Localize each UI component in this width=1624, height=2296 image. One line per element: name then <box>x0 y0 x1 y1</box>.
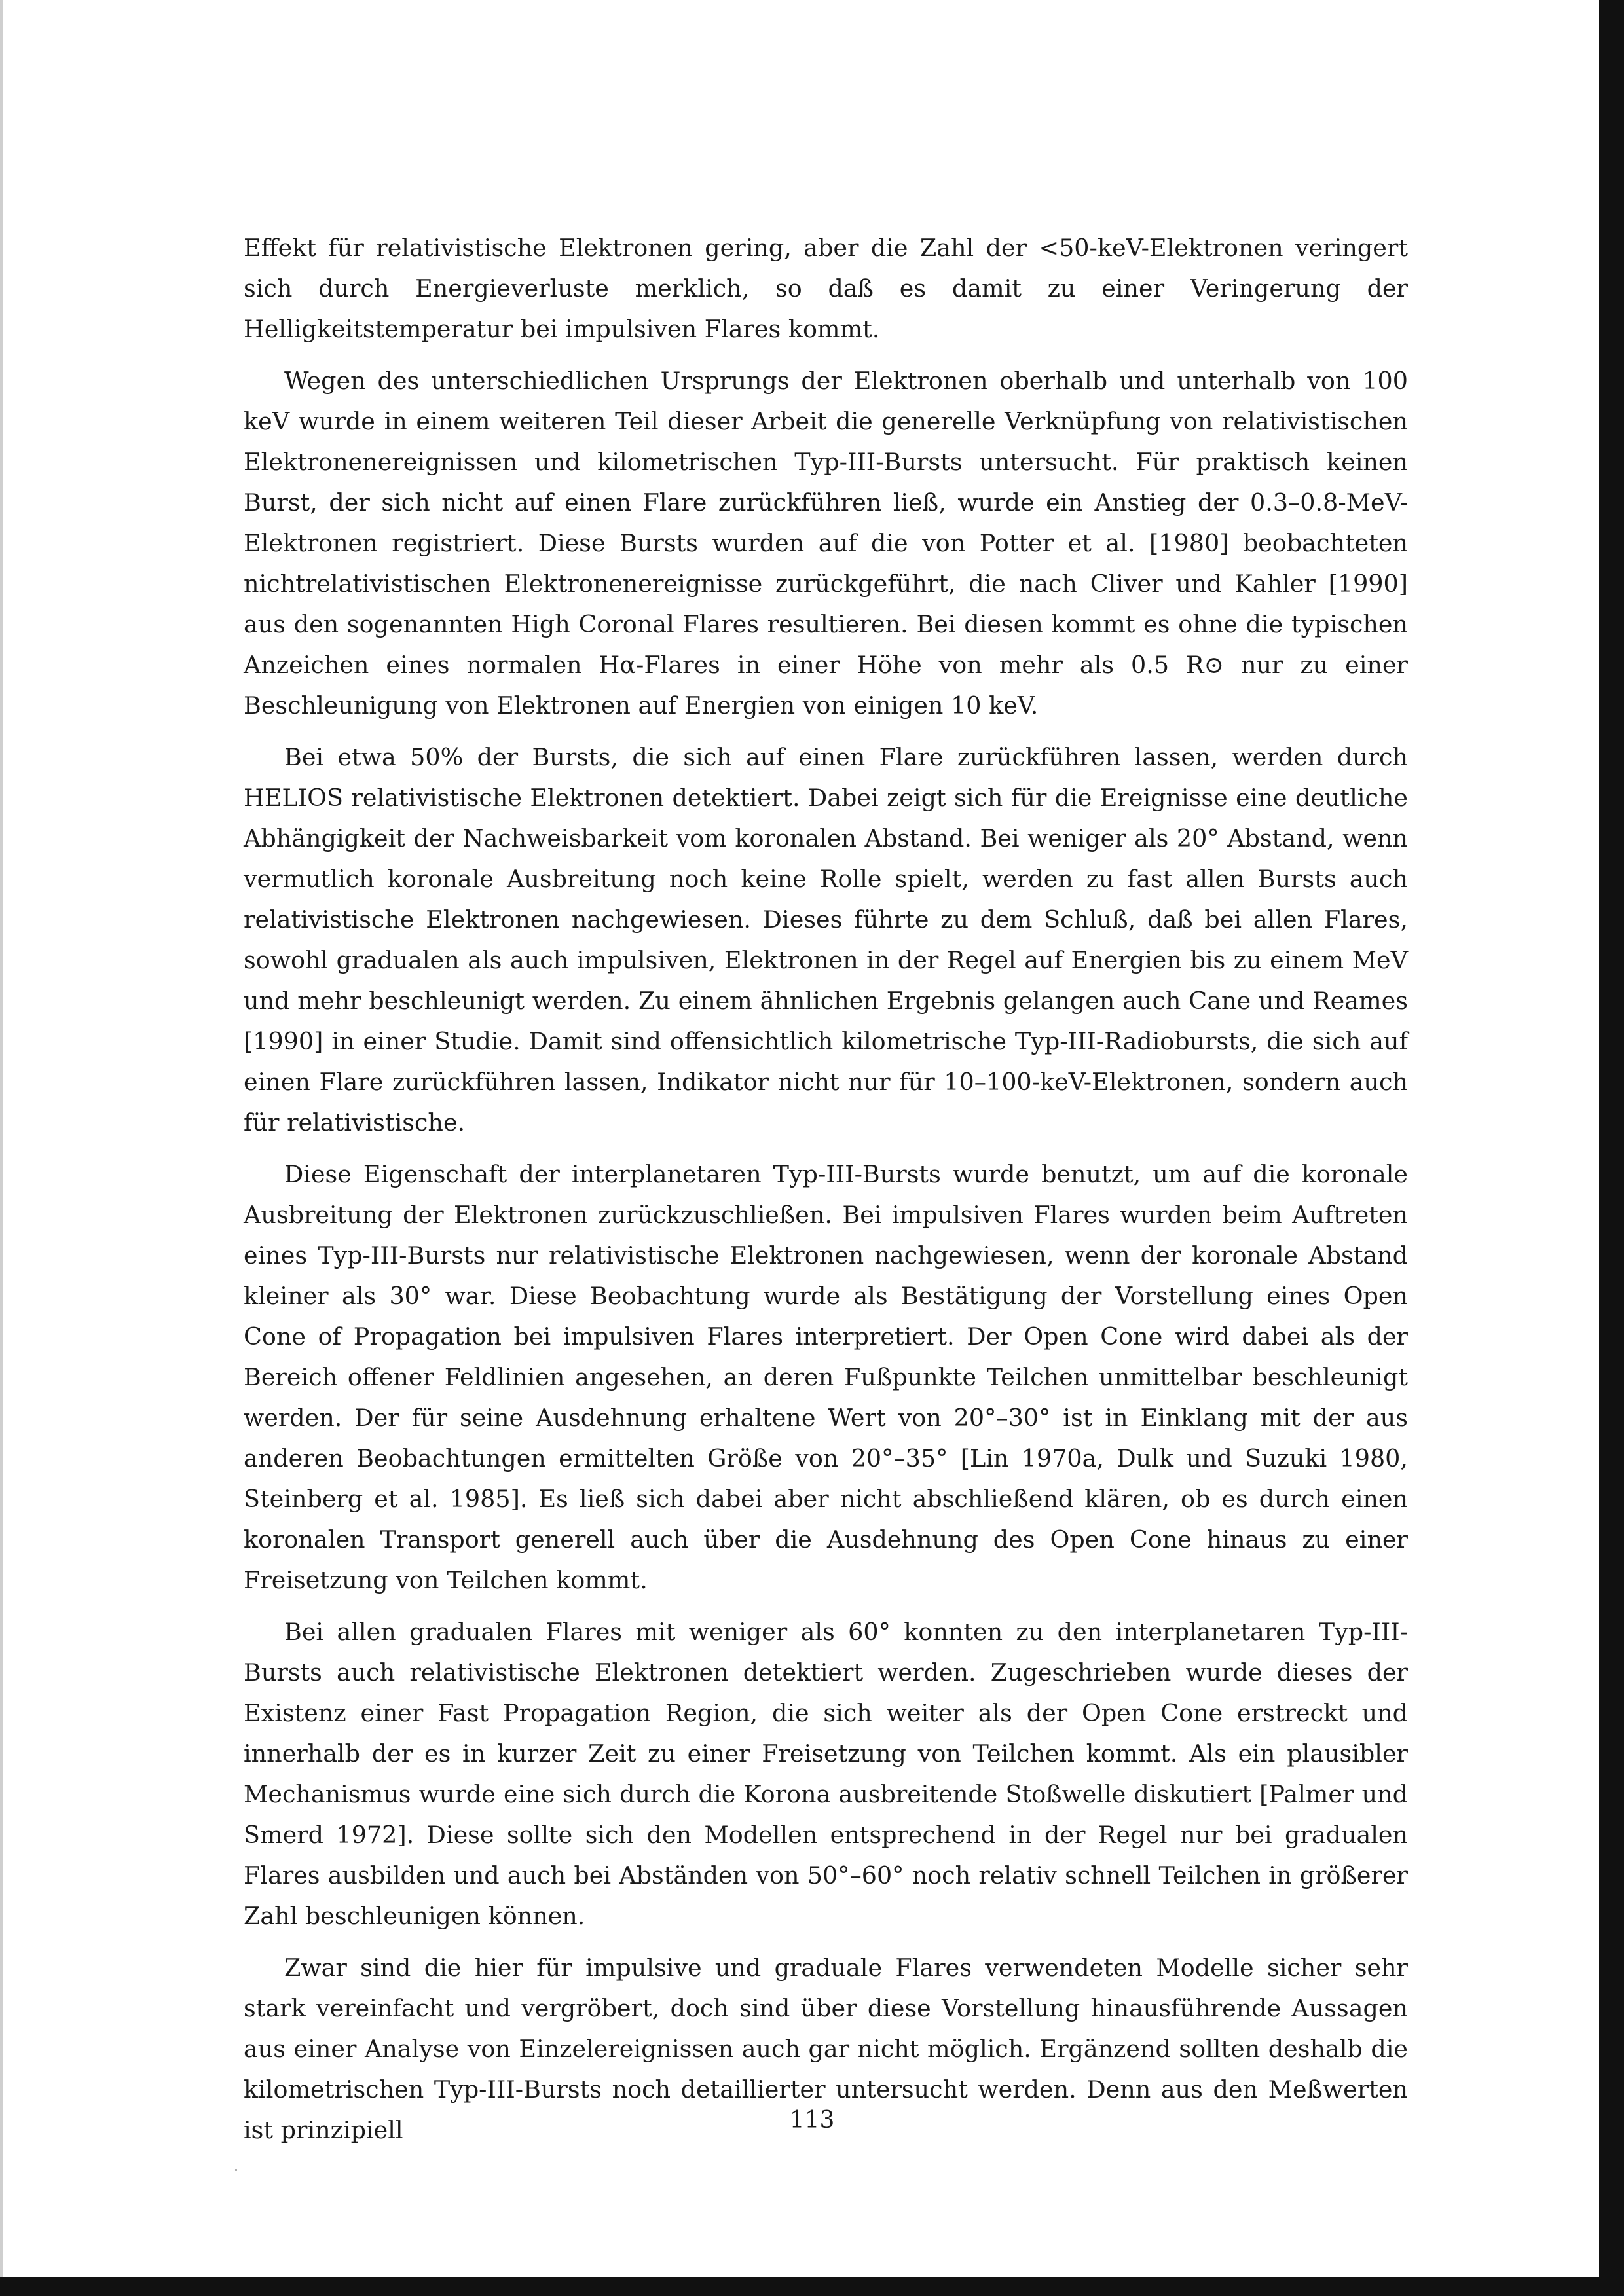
page-number: 113 <box>789 2107 835 2134</box>
paragraph-1: Effekt für relativistische Elektronen gering, aber die Zahl der <50-keV-Elektronen veringert sich durch Energieverluste merklich, so daß es damit zu einer Veringerung der Helligkeitstemperatur bei impulsiven Flares kommt. <box>244 234 1408 343</box>
paragraph-5: Bei allen gradualen Flares mit weniger als 60° konnten zu den interplanetaren Typ-III-Bursts auch relativistische Elektronen detektiert werden. Zugeschrieben wurde dieses der Existenz einer Fast Propagation Region, die sich weiter als der Open Cone erstreckt und innerhalb der es in kurzer Zeit zu einer Freisetzung von Teilchen kommt. Als ein plausibler Mechanismus wurde eine sich durch die Korona ausbreitende Stoßwelle diskutiert [Palmer und Smerd 1972]. Diese sollte sich den Modellen entsprechend in der Regel nur bei gradualen Flares ausbilden und auch bei Abständen von 50°–60° noch relativ schnell Teilchen in größerer Zahl beschleunigen können. <box>244 1618 1408 1930</box>
paragraph-2: Wegen des unterschiedlichen Ursprungs der Elektronen oberhalb und unterhalb von 100 keV wurde in einem weiteren Teil dieser Arbeit die generelle Verknüpfung von relativistischen Elektronenereignissen und kilometrischen Typ-III-Bursts untersucht. Für praktisch keinen Burst, der sich nicht auf einen Flare zurückführen ließ, wurde ein Anstieg der 0.3–0.8-MeV-Elektronen registriert. Diese Bursts wurden auf die von Potter et al. [1980] beobachteten nichtrelativistischen Elektronenereignisse zurückgeführt, die nach Cliver und Kahler [1990] aus den sogenannten High Coronal Flares resultieren. Bei diesen kommt es ohne die typischen Anzeichen eines normalen Hα-Flares in einer Höhe von mehr als 0.5 R⊙ nur zu einer Beschleunigung von Elektronen auf Energien von einigen 10 keV. <box>244 367 1408 720</box>
scan-bottom-border <box>0 2277 1624 2296</box>
scan-right-border <box>1599 0 1624 2296</box>
scan-left-edge <box>0 0 3 2296</box>
scan-speck <box>235 2169 237 2171</box>
paragraph-4: Diese Eigenschaft der interplanetaren Typ-III-Bursts wurde benutzt, um auf die koronale Ausbreitung der Elektronen zurückzuschließen. Bei impulsiven Flares wurden beim Auftreten eines Typ-III-Bursts nur relativistische Elektronen nachgewiesen, wenn der koronale Abstand kleiner als 30° war. Diese Beobachtung wurde als Bestätigung der Vorstellung eines Open Cone of Propagation bei impulsiven Flares interpretiert. Der Open Cone wird dabei als der Bereich offener Feldlinien angesehen, an deren Fußpunkte Teilchen unmittelbar beschleunigt werden. Der für seine Ausdehnung erhaltene Wert von 20°–30° ist in Einklang mit der aus anderen Beobachtungen ermittelten Größe von 20°–35° [Lin 1970a, Dulk und Suzuki 1980, Steinberg et al. 1985]. Es ließ sich dabei aber nicht abschließend klären, ob es durch einen koronalen Transport generell auch über die Ausdehnung des Open Cone hinaus zu einer Freisetzung von Teilchen kommt. <box>244 1160 1408 1594</box>
paragraph-3: Bei etwa 50% der Bursts, die sich auf einen Flare zurückführen lassen, werden durch HELIOS relativistische Elektronen detektiert. Dabei zeigt sich für die Ereignisse eine deutliche Abhängigkeit der Nachweisbarkeit vom koronalen Abstand. Bei weniger als 20° Abstand, wenn vermutlich koronale Ausbreitung noch keine Rolle spielt, werden zu fast allen Bursts auch relativistische Elektronen nachgewiesen. Dieses führte zu dem Schluß, daß bei allen Flares, sowohl gradualen als auch impulsiven, Elektronen in der Regel auf Energien bis zu einem MeV und mehr beschleunigt werden. Zu einem ähnlichen Ergebnis gelangen auch Cane und Reames [1990] in einer Studie. Damit sind offensichtlich kilometrische Typ-III-Radiobursts, die sich auf einen Flare zurückführen lassen, Indikator nicht nur für 10–100-keV-Elektronen, sondern auch für relativistische. <box>244 743 1408 1137</box>
paragraph-6: Zwar sind die hier für impulsive und graduale Flares verwendeten Modelle sicher sehr stark vereinfacht und vergröbert, doch sind über diese Vorstellung hinausführende Aussagen aus einer Analyse von Einzelereignissen auch gar nicht möglich. Ergänzend sollten deshalb die kilometrischen Typ-III-Bursts noch detaillierter untersucht werden. Denn aus den Meßwerten ist prinzipiell <box>244 1954 1408 2144</box>
body-text <box>244 228 1408 2162</box>
